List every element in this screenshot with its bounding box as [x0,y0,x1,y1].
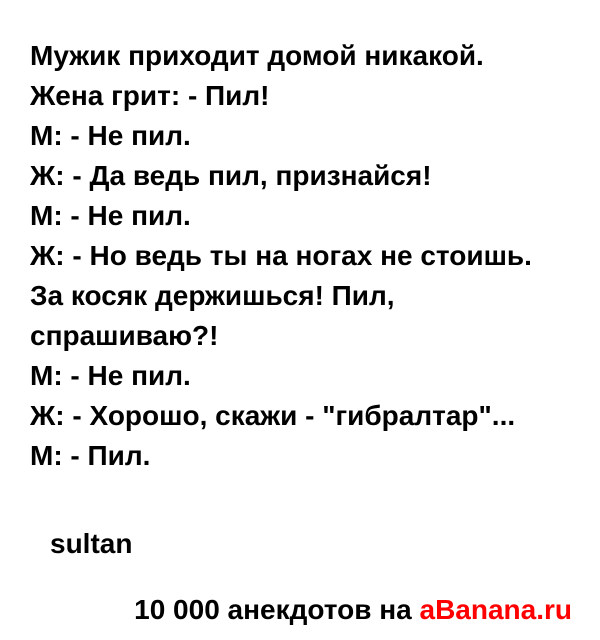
author-signature: sultan [50,528,133,559]
joke-line: М: - Не пил. [30,120,191,151]
joke-line: Мужик приходит домой никакой. [30,40,484,71]
site-link[interactable]: aBanana.ru [419,594,572,625]
anekdot-count-text: 10 000 анекдотов на [134,594,420,625]
joke-line: М: - Пил. [30,440,151,471]
joke-line: Ж: - Но ведь ты на ногах не стоишь. [30,240,532,271]
joke-line: М: - Не пил. [30,200,191,231]
joke-line: Ж: - Да ведь пил, признайся! [30,160,432,191]
joke-line: За косяк держишься! Пил, [30,280,395,311]
joke-text [30,36,585,476]
joke-line: М: - Не пил. [30,360,191,391]
joke-line: Жена грит: - Пил! [30,80,270,111]
footer-banner [134,590,572,630]
joke-line: Ж: - Хорошо, скажи - "гибралтар"... [30,400,516,431]
joke-line: спрашиваю?! [30,320,219,351]
